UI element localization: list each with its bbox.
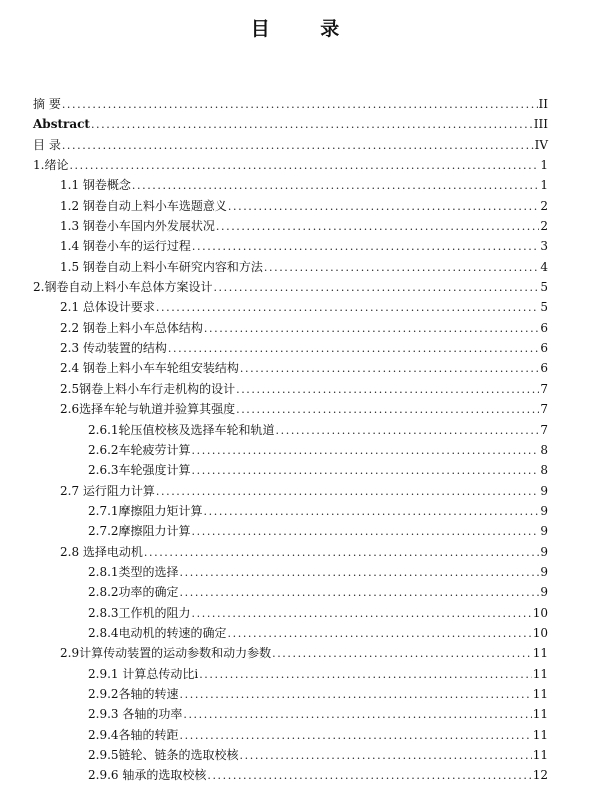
toc-entry-label: 2.8.4电动机的转速的确定 [88, 625, 227, 640]
toc-entry-label: 2.9.6 轴承的选取校核 [88, 768, 207, 783]
toc-entry-page-number: 3 [540, 239, 548, 254]
toc-entry[interactable] [0, 216, 590, 236]
toc-entry[interactable] [0, 135, 590, 155]
toc-leader-dots [207, 766, 531, 786]
toc-entry-page-number: 6 [540, 320, 548, 335]
toc-entry-page-number: 7 [540, 381, 548, 396]
toc-entry-page-number: 8 [540, 442, 548, 457]
toc-leader-dots [236, 400, 539, 420]
toc-entry-page-number: 7 [540, 402, 548, 417]
toc-entry-page-number: 6 [540, 361, 548, 376]
toc-entry-label: 目 录 [33, 137, 61, 152]
toc-entry-page-number: 12 [532, 768, 548, 783]
toc-entry-label: 1.3 钢卷小车国内外发展状况 [60, 219, 215, 234]
toc-entry-label: 2.8.2功率的确定 [88, 585, 179, 600]
toc-entry-page-number: 9 [540, 544, 548, 559]
toc-entry-label: 2.7.2摩擦阻力计算 [88, 524, 191, 539]
toc-entry[interactable] [0, 440, 590, 460]
toc-entry-label: 1.4 钢卷小车的运行过程 [60, 239, 191, 254]
toc-entry-page-number: 11 [532, 727, 548, 742]
toc-entry-label: 2.2 钢卷上料小车总体结构 [60, 320, 203, 335]
toc-entry-page-number: 11 [532, 707, 548, 722]
table-of-contents [0, 94, 590, 786]
toc-entry-label: 2.1 总体设计要求 [60, 300, 155, 315]
toc-leader-dots [236, 380, 539, 400]
toc-entry-page-number: 9 [540, 503, 548, 518]
toc-entry-label: 1.1 钢卷概念 [60, 178, 131, 193]
toc-entry-page-number: 6 [540, 341, 548, 356]
toc-entry-page-number: 11 [532, 686, 548, 701]
toc-entry-page-number: 10 [532, 625, 548, 640]
toc-entry[interactable] [0, 379, 590, 399]
toc-leader-dots [62, 136, 534, 156]
toc-leader-dots [192, 237, 539, 257]
toc-entry[interactable] [0, 664, 590, 684]
toc-entry-page-number: 1 [540, 178, 548, 193]
toc-entry[interactable] [0, 358, 590, 378]
toc-entry-label: 2.4 钢卷上料小车车轮组安装结构 [60, 361, 239, 376]
toc-entry-label: 2.9.1 计算总传动比i [88, 666, 199, 681]
toc-leader-dots [199, 665, 532, 685]
toc-leader-dots [228, 197, 539, 217]
toc-entry[interactable] [0, 236, 590, 256]
toc-entry[interactable] [0, 318, 590, 338]
toc-entry-page-number: 2 [540, 198, 548, 213]
toc-entry-label: 2.7.1摩擦阻力矩计算 [88, 503, 203, 518]
toc-entry-label: 2.6.2车轮疲劳计算 [88, 442, 191, 457]
toc-entry-label: 2.9.3 各轴的功率 [88, 707, 183, 722]
toc-entry-page-number: III [533, 117, 548, 132]
toc-entry-page-number: 11 [532, 748, 548, 762]
toc-entry[interactable] [0, 582, 590, 602]
toc-entry-page-number: 9 [540, 564, 548, 579]
toc-leader-dots [180, 583, 539, 603]
toc-entry[interactable] [0, 277, 590, 297]
toc-entry-label: Abstract [33, 117, 90, 132]
toc-entry[interactable] [0, 155, 590, 175]
toc-leader-dots [192, 461, 539, 481]
toc-entry-page-number: 9 [540, 585, 548, 600]
toc-leader-dots [132, 176, 539, 196]
toc-leader-dots [204, 319, 539, 339]
toc-leader-dots [240, 359, 539, 379]
toc-entry-page-number: IV [534, 137, 548, 152]
toc-entry-label: 2.6选择车轮与轨道并验算其强度 [60, 402, 236, 417]
toc-entry[interactable] [0, 338, 590, 358]
toc-entry[interactable] [0, 460, 590, 480]
toc-entry-label: 2.钢卷自动上料小车总体方案设计 [33, 280, 213, 295]
toc-entry-page-number: 10 [532, 605, 548, 620]
toc-entry-page-number: 11 [532, 666, 548, 681]
toc-leader-dots [168, 339, 539, 359]
toc-leader-dots [240, 746, 532, 766]
toc-entry-label: 摘 要 [33, 97, 61, 111]
toc-entry[interactable] [0, 521, 590, 541]
toc-entry[interactable] [0, 643, 590, 663]
toc-entry-page-number: 9 [540, 524, 548, 539]
toc-leader-dots [183, 705, 531, 725]
toc-entry-page-number: 7 [540, 422, 548, 437]
toc-entry[interactable] [0, 420, 590, 440]
toc-entry-label: 2.9.4各轴的转距 [88, 727, 179, 742]
toc-entry-label: 2.6.1轮压值校核及选择车轮和轨道 [88, 422, 275, 437]
toc-leader-dots [213, 278, 539, 298]
toc-leader-dots [62, 95, 538, 115]
toc-entry-label: 2.6.3车轮强度计算 [88, 463, 191, 478]
toc-leader-dots [216, 217, 539, 237]
toc-leader-dots [144, 543, 539, 563]
toc-entry-page-number: 5 [540, 280, 548, 295]
toc-entry-label: 1.绪论 [33, 158, 69, 173]
toc-entry-label: 2.3 传动装置的结构 [60, 341, 167, 356]
toc-entry-page-number: 9 [540, 483, 548, 498]
toc-entry[interactable] [0, 114, 590, 134]
toc-leader-dots [91, 115, 533, 135]
toc-entry-page-number: 8 [540, 463, 548, 478]
toc-entry[interactable] [0, 765, 590, 785]
toc-entry[interactable] [0, 704, 590, 724]
toc-entry-label: 2.9.5链轮、链条的选取校核 [88, 748, 239, 762]
toc-leader-dots [272, 644, 532, 664]
toc-entry[interactable] [0, 542, 590, 562]
toc-entry[interactable] [0, 481, 590, 501]
toc-entry-label: 2.9计算传动装置的运动参数和动力参数 [60, 646, 272, 661]
toc-leader-dots [264, 258, 539, 278]
toc-entry-page-number: II [538, 97, 548, 111]
toc-entry[interactable] [0, 94, 590, 114]
toc-leader-dots [69, 156, 539, 176]
toc-leader-dots [192, 522, 539, 542]
toc-leader-dots [204, 502, 539, 522]
toc-entry[interactable] [0, 745, 590, 765]
toc-entry-label: 2.9.2各轴的转速 [88, 686, 179, 701]
toc-entry-page-number: 1 [540, 158, 548, 173]
page-title: 目 录 [250, 18, 362, 40]
toc-leader-dots [180, 726, 532, 746]
toc-entry[interactable] [0, 399, 590, 419]
toc-entry-label: 2.8.1类型的选择 [88, 564, 179, 579]
toc-entry-page-number: 4 [540, 259, 548, 274]
toc-entry[interactable] [0, 196, 590, 216]
toc-entry-label: 2.8.3工作机的阻力 [88, 605, 191, 620]
toc-leader-dots [180, 685, 532, 705]
toc-entry-label: 1.2 钢卷自动上料小车选题意义 [60, 198, 227, 213]
toc-leader-dots [156, 298, 539, 318]
toc-entry-label: 2.5钢卷上料小车行走机构的设计 [60, 381, 236, 396]
toc-leader-dots [192, 441, 539, 461]
toc-entry[interactable] [0, 623, 590, 643]
toc-leader-dots [156, 482, 539, 502]
toc-entry[interactable] [0, 175, 590, 195]
toc-entry[interactable] [0, 603, 590, 623]
toc-entry-page-number: 11 [532, 646, 548, 661]
toc-entry[interactable] [0, 562, 590, 582]
toc-entry-page-number: 5 [540, 300, 548, 315]
toc-leader-dots [180, 563, 539, 583]
toc-entry[interactable] [0, 684, 590, 704]
toc-leader-dots [228, 624, 532, 644]
toc-entry-label: 2.8 选择电动机 [60, 544, 143, 559]
toc-leader-dots [192, 604, 532, 624]
toc-entry-page-number: 2 [540, 219, 548, 234]
toc-entry[interactable] [0, 257, 590, 277]
toc-leader-dots [276, 421, 539, 441]
toc-entry[interactable] [0, 725, 590, 745]
toc-entry[interactable] [0, 297, 590, 317]
toc-entry[interactable] [0, 501, 590, 521]
toc-entry-label: 2.7 运行阻力计算 [60, 483, 155, 498]
toc-entry-label: 1.5 钢卷自动上料小车研究内容和方法 [60, 259, 263, 274]
